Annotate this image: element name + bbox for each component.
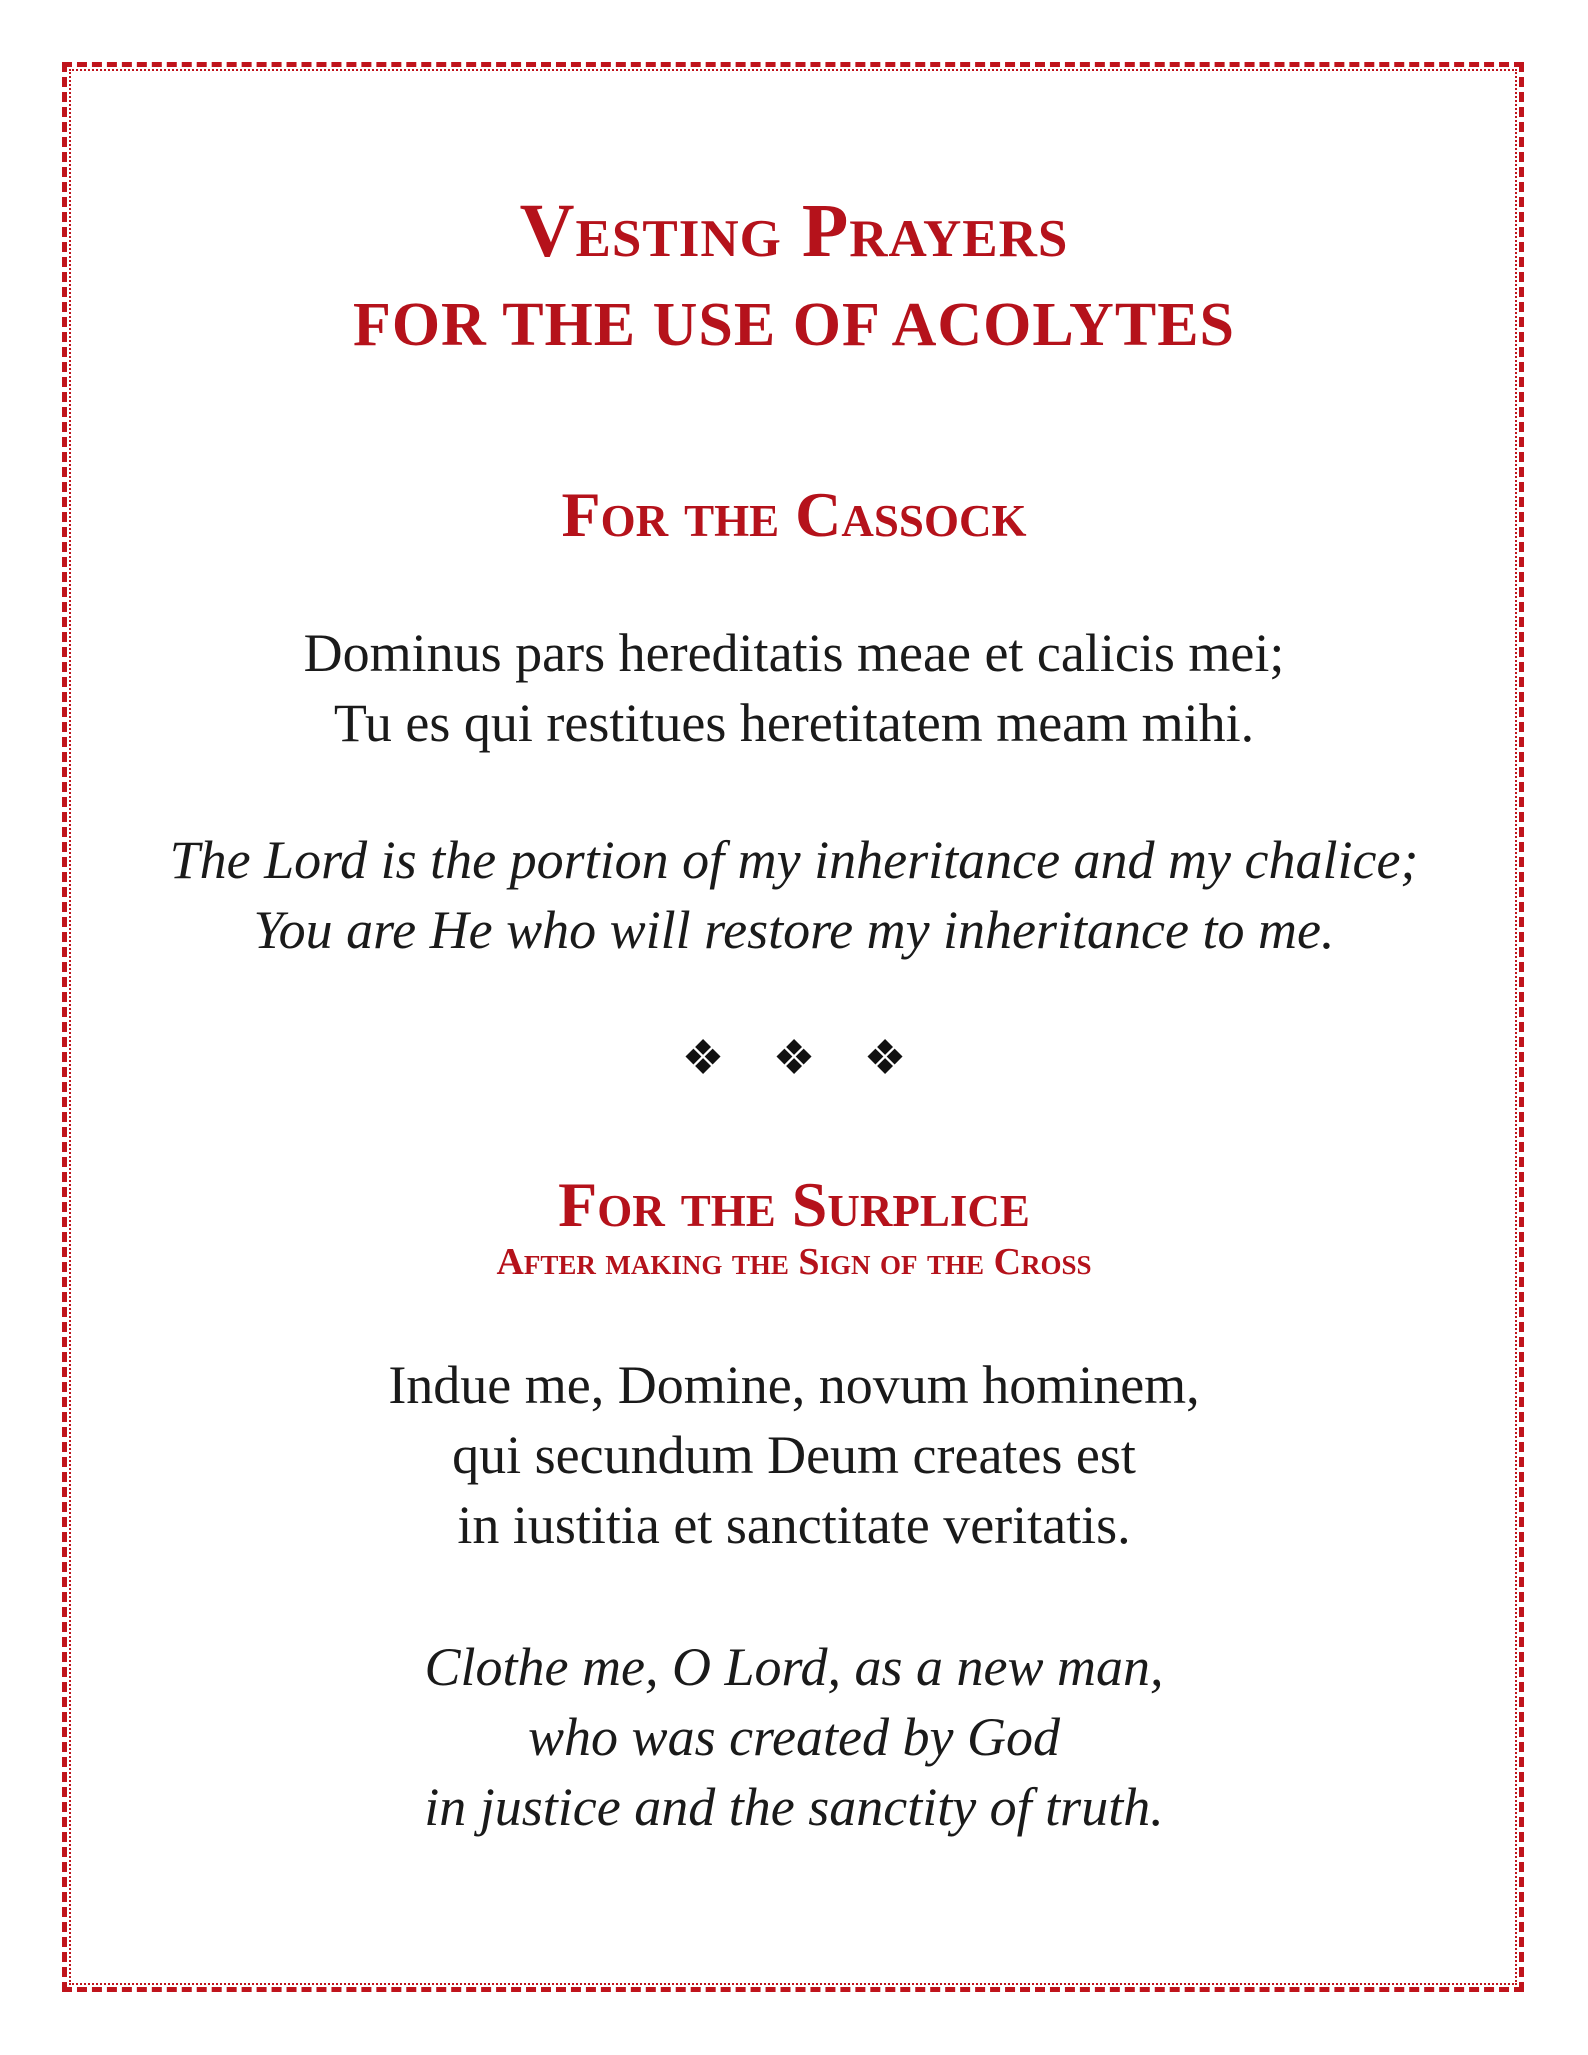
surplice-english-verse (0, 1632, 1588, 1842)
cassock-latin-verse (0, 618, 1588, 758)
verse-line: Indue me, Domine, novum hominem, (388, 1355, 1200, 1415)
verse-line: You are He who will restore my inheritance to me. (253, 900, 1335, 960)
cassock-heading: For the Cassock (561, 479, 1027, 550)
surplice-subheading: After making the Sign of the Cross (496, 1241, 1092, 1283)
verse-line: in iustitia et sanctitate veritatis. (457, 1495, 1131, 1555)
surplice-heading: For the Surplice (558, 1169, 1030, 1240)
title-line-1: Vesting Prayers (519, 189, 1069, 273)
verse-line: Dominus pars hereditatis meae et calicis mei; (303, 623, 1285, 683)
surplice-latin-verse (0, 1350, 1588, 1560)
title-line-2: FOR THE USE OF ACOLYTES (352, 291, 1236, 359)
verse-line: who was created by God (528, 1707, 1060, 1767)
verse-line: qui secundum Deum creates est (452, 1425, 1136, 1485)
verse-line: in justice and the sanctity of truth. (424, 1777, 1164, 1837)
ornament-divider: ❖❖❖ (681, 1030, 955, 1086)
verse-line: Clothe me, O Lord, as a new man, (424, 1637, 1164, 1697)
verse-line: Tu es qui restitues heretitatem meam mihi. (333, 693, 1255, 753)
cassock-english-verse (0, 825, 1588, 965)
verse-line: The Lord is the portion of my inheritance and my chalice; (169, 830, 1419, 890)
